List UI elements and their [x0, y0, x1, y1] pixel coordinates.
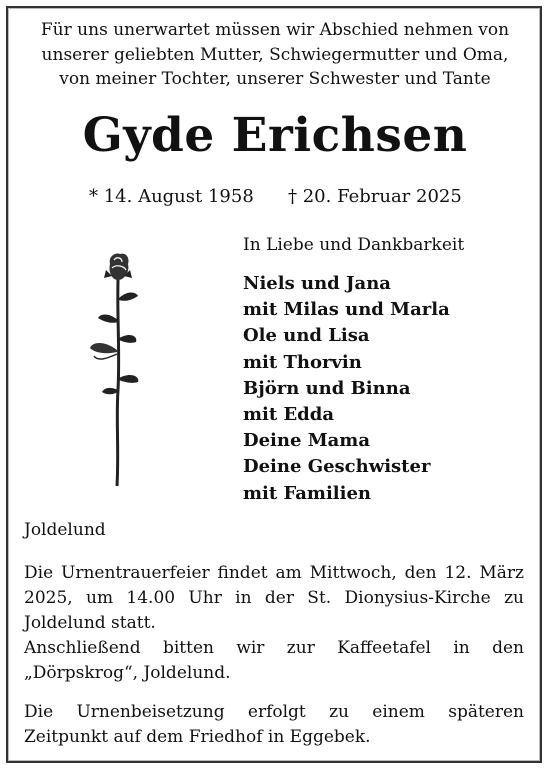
ceremony-paragraph — [24, 561, 524, 636]
rose-icon — [84, 250, 148, 490]
place-name: Joldelund — [24, 520, 106, 540]
burial-line: Die Urnenbeisetzung erfolgt zu einem späteren — [24, 702, 524, 722]
coffee-line: Anschließend bitten wir zur Kaffeetafel in den — [24, 638, 524, 658]
ceremony-line: Die Urnentrauerfeier findet am Mittwoch, den 12. März — [24, 563, 524, 583]
deceased-name: Gyde Erichsen — [82, 108, 468, 163]
family-member: mit Edda — [243, 404, 335, 426]
ceremony-line: Joldelund statt. — [24, 613, 156, 633]
burial-paragraph — [24, 700, 524, 750]
ceremony-line: 2025, um 14.00 Uhr in der St. Dionysius-Kirche zu — [24, 588, 524, 608]
intro-line: unserer geliebten Mutter, Schwiegermutter und Oma, — [41, 44, 509, 65]
intro-text — [0, 18, 550, 92]
coffee-paragraph — [24, 636, 524, 686]
thanks-line: In Liebe und Dankbarkeit — [243, 235, 465, 255]
family-member: mit Familien — [243, 482, 372, 504]
family-member: Deine Geschwister — [243, 456, 431, 478]
death-date: † 20. Februar 2025 — [288, 186, 462, 207]
intro-line: von meiner Tochter, unserer Schwester und Tante — [59, 69, 491, 89]
family-member: mit Thorvin — [243, 351, 362, 373]
family-member: Ole und Lisa — [243, 325, 370, 347]
family-list — [243, 271, 450, 507]
intro-line: Für uns unerwartet müssen wir Abschied nehmen von — [40, 20, 510, 40]
family-member: Björn und Binna — [243, 377, 411, 399]
burial-line: Zeitpunkt auf dem Friedhof in Eggebek. — [24, 727, 371, 747]
birth-date: * 14. August 1958 — [89, 186, 254, 207]
family-member: mit Milas und Marla — [243, 299, 450, 321]
family-member: Niels und Jana — [243, 273, 391, 294]
family-member: Deine Mama — [243, 430, 371, 452]
coffee-line: „Dörpskrog“, Joldelund. — [24, 663, 231, 683]
